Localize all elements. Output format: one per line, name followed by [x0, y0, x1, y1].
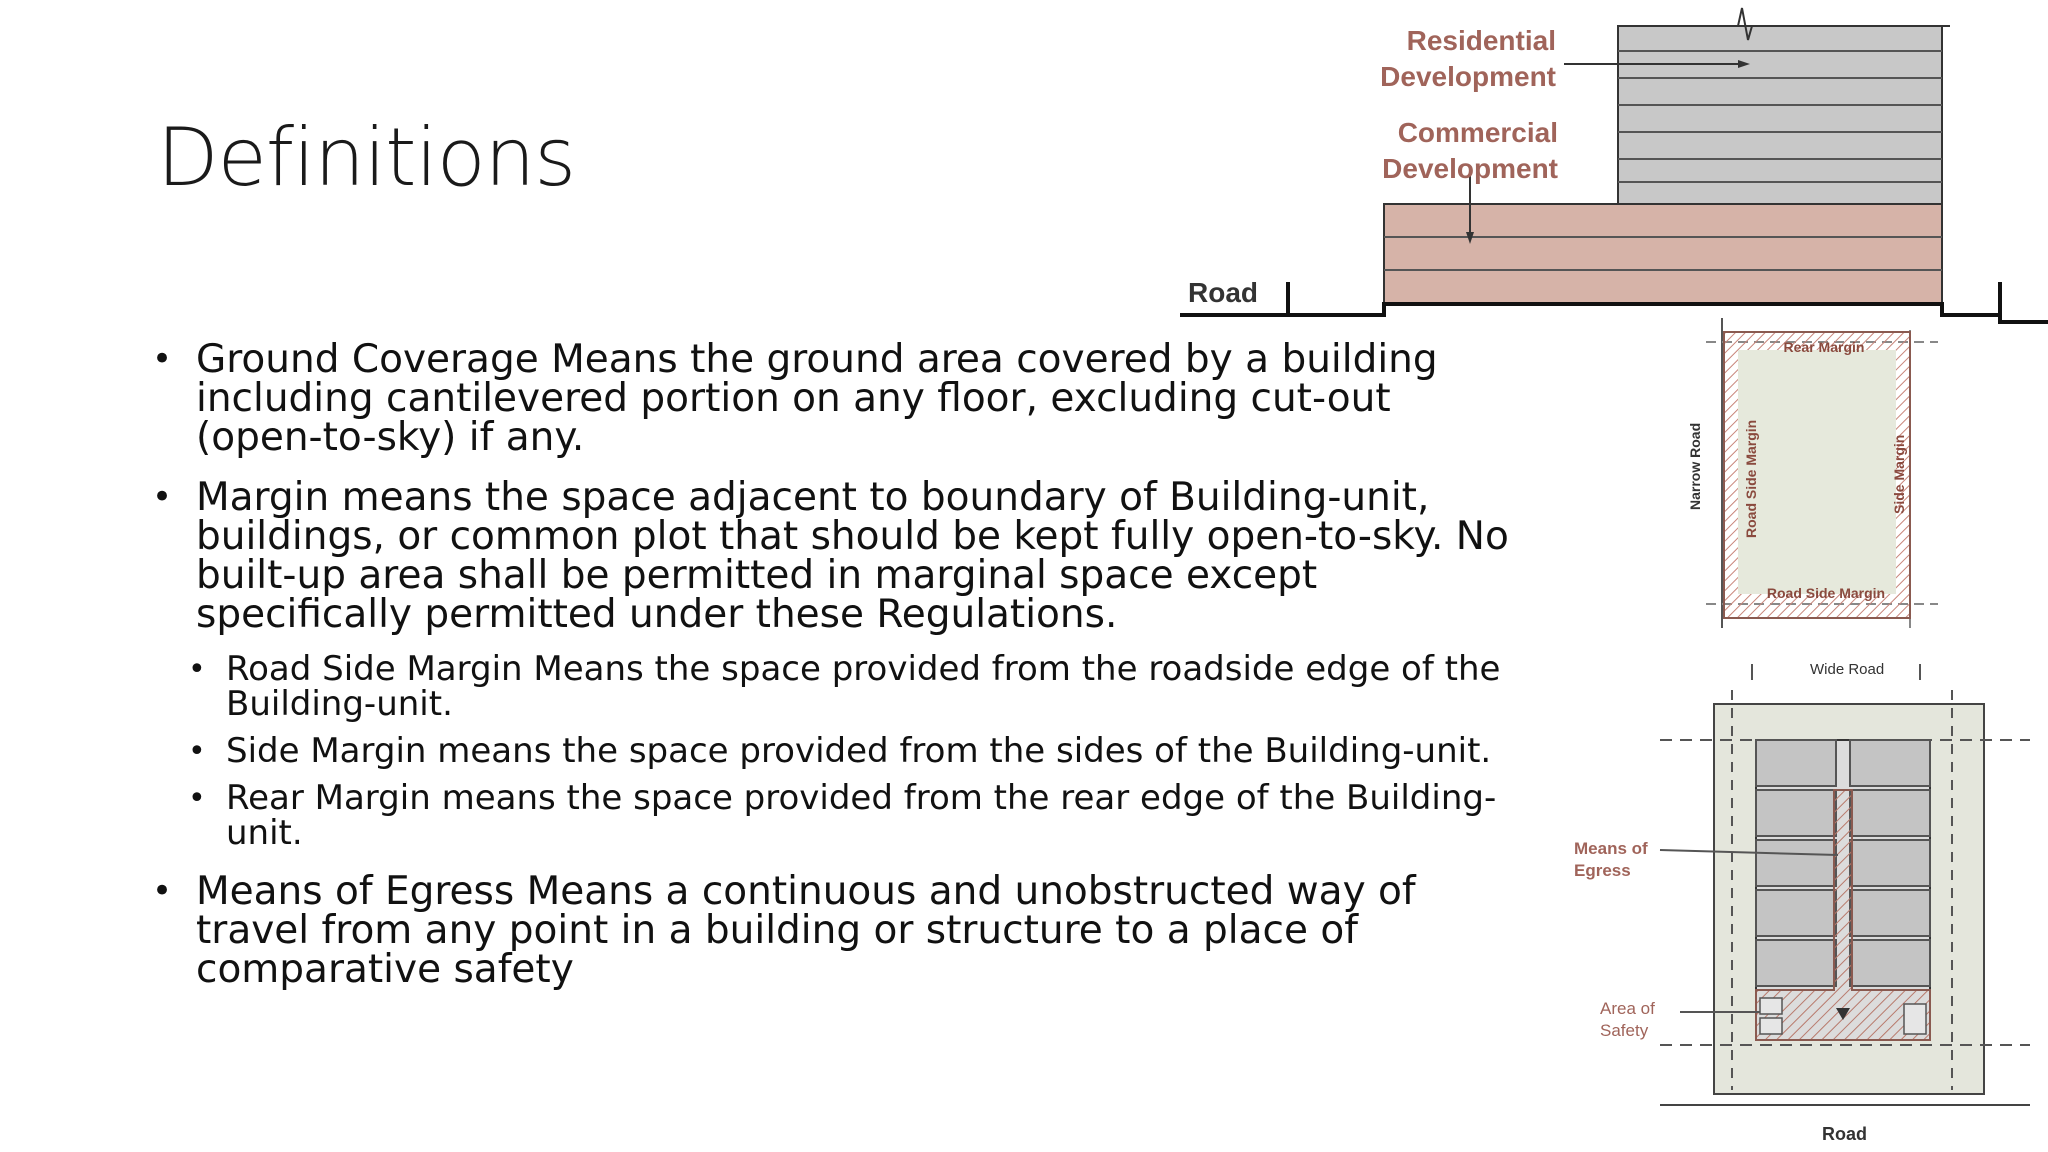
egress-road-label: Road [1822, 1124, 1867, 1144]
sub-bullet-list [150, 649, 1520, 853]
bullet-margin [150, 475, 1520, 853]
residential-label: Residential [1406, 25, 1556, 56]
means-of-egress-label-2: Egress [1574, 861, 1631, 880]
residential-label-2: Development [1380, 61, 1556, 92]
area-of-safety-label: Area of [1600, 999, 1655, 1018]
buildable-area [1738, 350, 1896, 594]
rear-margin-label: Rear Margin [1783, 339, 1865, 355]
side-margin-right-label: Side Margin [1891, 434, 1907, 514]
area-of-safety-label-2: Safety [1600, 1021, 1649, 1040]
margin-plan-diagram [1680, 318, 1970, 688]
commercial-label-2: Development [1382, 153, 1558, 184]
bullet-text: Margin means the space adjacent to boundary of Building-unit, buildings, or common plot that should be kept fully open-to-sky. No built-up area shall be permitted in marginal space except specifically permitted under these Regulations. [196, 475, 1509, 637]
sub-bullet-side-margin: • Side Margin means the space provided from the sides of the Building-unit. [150, 734, 1520, 769]
sub-bullet-road-side-margin: • Road Side Margin Means the space provided from the roadside edge of the Building-unit. [150, 652, 1520, 722]
wide-road-label: Wide Road [1810, 661, 1885, 678]
slide-title: Definitions [157, 111, 576, 204]
commercial-label: Commercial [1397, 117, 1558, 148]
commercial-block [1384, 204, 1942, 304]
bullet-means-of-egress [150, 869, 1520, 992]
bullet-text: Means of Egress Means a continuous and unobstructed way of travel from any point in a building or structure to a place of comparative safety [196, 869, 1416, 992]
road-side-margin-bottom-label: Road Side Margin [1766, 585, 1886, 601]
egress-diagram [1560, 690, 2048, 1152]
bullet-text: Ground Coverage Means the ground area covered by a building including cantilevered portion on any floor, excluding cut-out (open-to-sky) if any. [196, 337, 1438, 460]
road-label: Road [1188, 277, 1258, 308]
residential-block [1618, 26, 1942, 204]
narrow-road-label: Narrow Road [1687, 422, 1703, 510]
bullet-ground-coverage [150, 337, 1520, 460]
sub-bullet-rear-margin: • Rear Margin means the space provided from the rear edge of the Building-unit. [150, 781, 1520, 851]
section-diagram [1170, 0, 2048, 335]
bullet-list [150, 337, 1520, 1010]
means-of-egress-label: Means of [1574, 839, 1648, 858]
road-side-margin-left-label: Road Side Margin [1743, 419, 1759, 538]
